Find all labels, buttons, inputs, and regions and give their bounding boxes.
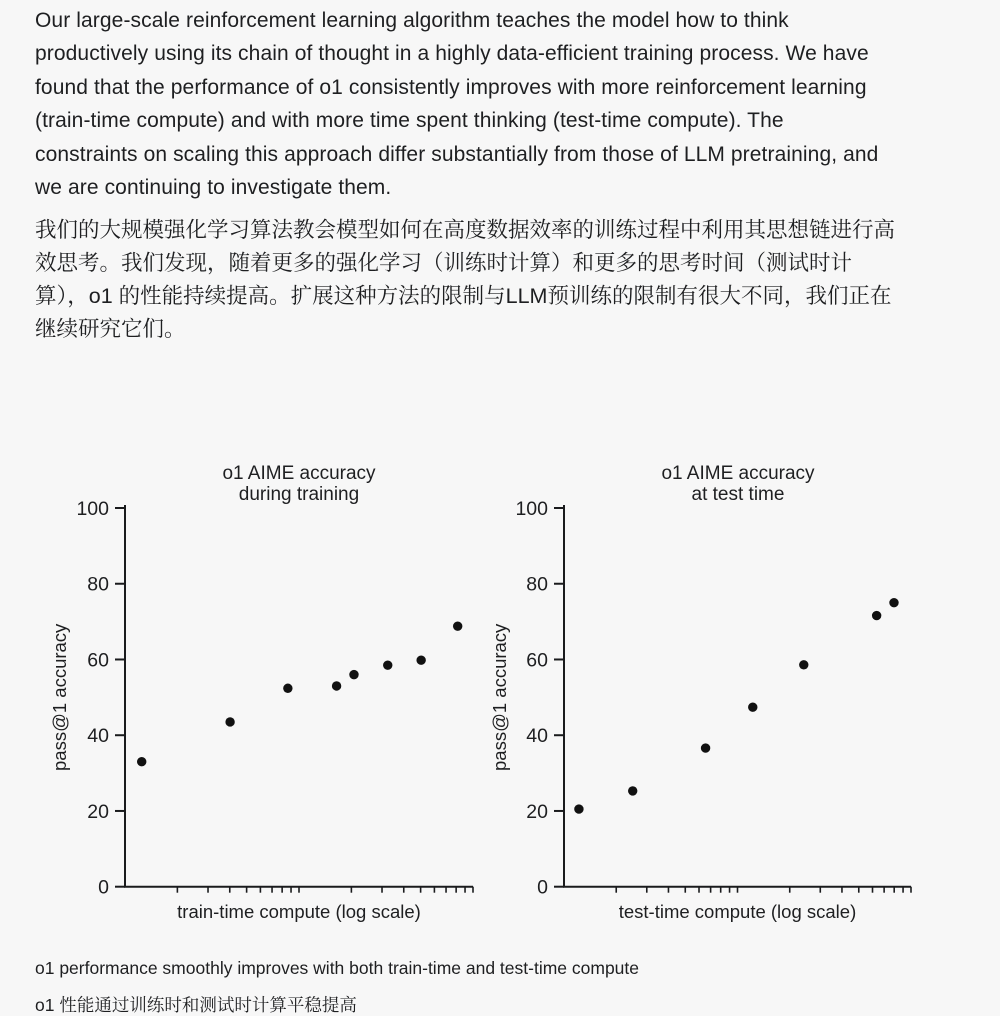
axis-spines — [125, 505, 473, 887]
y-tick-label: 100 — [515, 498, 548, 520]
figure-caption-english: o1 performance smoothly improves with both train-time and test-time compute — [35, 958, 640, 978]
scatter-point — [799, 660, 808, 669]
y-tick-label: 0 — [537, 876, 548, 899]
scatter-point — [349, 670, 358, 679]
x-axis-label: test-time compute (log scale) — [618, 901, 857, 922]
scatter-point — [872, 611, 881, 620]
intro-zh-line: 我们的大规模强化学习算法教会模型如何在高度数据效率的训练过程中利用其思想链进行高 — [35, 218, 896, 242]
intro-zh-line: 算），o1 的性能持续提高。扩展这种方法的限制与LLM预训练的限制有很大不同，我们正在 — [35, 284, 892, 308]
chart-title: o1 AIME accuracy — [661, 463, 815, 484]
y-tick-label: 100 — [76, 498, 109, 520]
chart-title: during training — [238, 484, 360, 505]
intro-paragraph-english — [35, 4, 878, 204]
chart-title: at test time — [691, 484, 785, 505]
intro-zh-line: 继续研究它们。 — [35, 317, 186, 341]
intro-en-line: we are continuing to investigate them. — [35, 176, 392, 200]
y-tick-label: 60 — [526, 649, 548, 672]
aime-accuracy-figure — [0, 440, 1000, 935]
train-time-compute-chart — [49, 463, 473, 922]
scatter-point — [574, 804, 583, 813]
y-axis-label: pass@1 accuracy — [49, 623, 70, 772]
intro-paragraph-chinese — [35, 214, 895, 346]
scatter-point — [225, 717, 234, 726]
intro-en-line: constraints on scaling this approach differ substantially from those of LLM pretraining, and — [35, 142, 879, 166]
scatter-point — [701, 743, 710, 752]
scatter-point — [383, 660, 392, 669]
y-tick-label: 60 — [87, 649, 109, 672]
test-time-compute-chart — [489, 463, 911, 922]
scatter-point — [283, 684, 292, 693]
y-tick-label: 80 — [87, 573, 109, 596]
intro-zh-line: 效思考。我们发现，随着更多的强化学习（训练时计算）和更多的思考时间（测试时计 — [35, 251, 853, 275]
scatter-point — [332, 681, 341, 690]
intro-en-line: (train-time compute) and with more time spent thinking (test-time compute). The — [35, 109, 784, 133]
y-tick-label: 40 — [526, 725, 548, 748]
y-axis-label: pass@1 accuracy — [489, 623, 510, 772]
intro-en-line: found that the performance of o1 consistently improves with more reinforcement learning — [35, 75, 867, 99]
aime-accuracy-charts-svg — [0, 440, 1000, 935]
scatter-point — [453, 621, 462, 630]
chart-title: o1 AIME accuracy — [222, 463, 376, 484]
scatter-point — [628, 786, 637, 795]
scatter-point — [416, 656, 425, 665]
x-axis-label: train-time compute (log scale) — [177, 901, 421, 922]
scatter-point — [137, 757, 146, 766]
scatter-point — [889, 598, 898, 607]
y-tick-label: 20 — [87, 800, 109, 823]
bottom-white-strip — [0, 1016, 1000, 1022]
y-tick-label: 40 — [87, 725, 109, 748]
axis-spines — [564, 505, 911, 887]
intro-en-line: Our large-scale reinforcement learning algorithm teaches the model how to think — [35, 9, 789, 32]
figure-caption-chinese: o1 性能通过训练时和测试时计算平稳提高 — [35, 995, 357, 1015]
y-tick-label: 20 — [526, 800, 548, 823]
intro-en-line: productively using its chain of thought in a highly data-efficient training process. We have — [35, 42, 869, 66]
scatter-point — [748, 702, 757, 711]
y-tick-label: 0 — [98, 876, 109, 899]
y-tick-label: 80 — [526, 573, 548, 596]
